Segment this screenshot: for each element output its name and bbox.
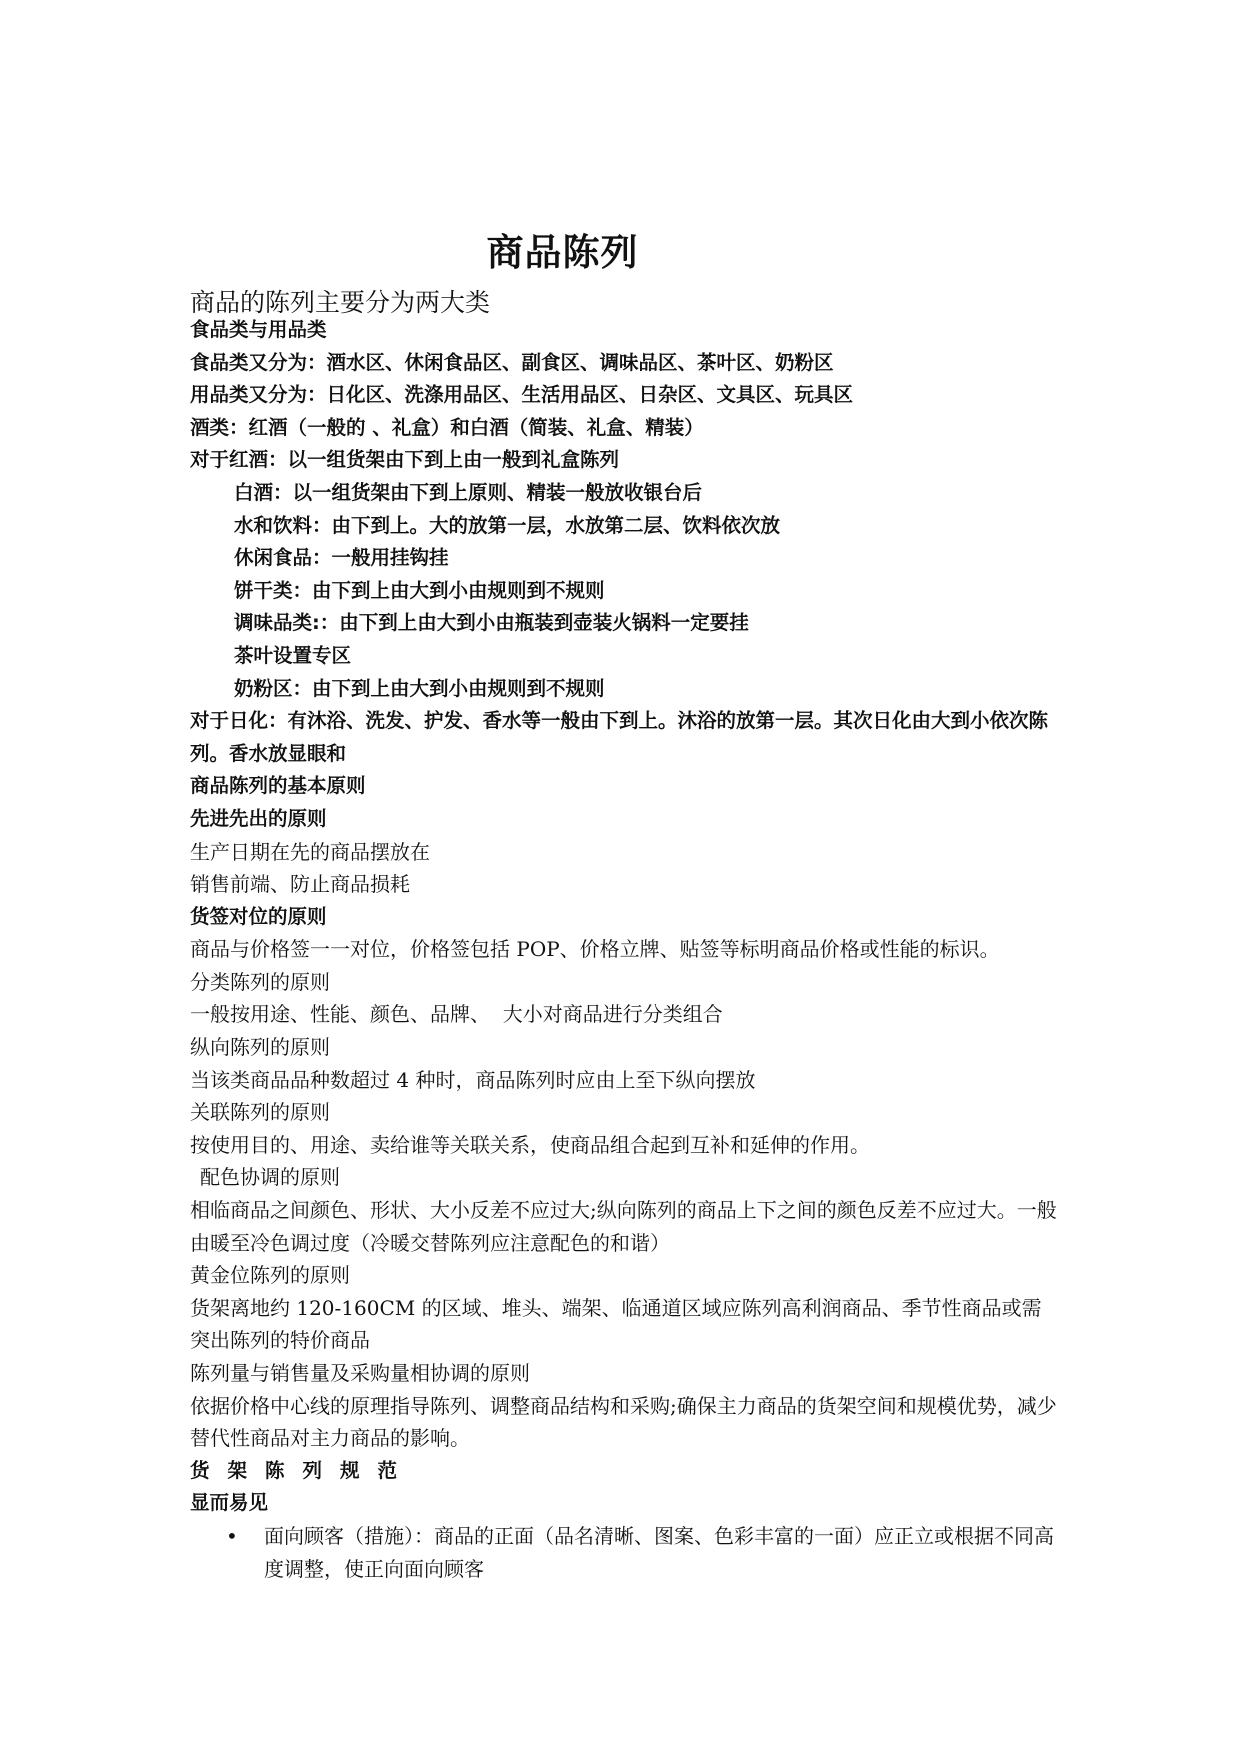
vertical-display-text: 当该类商品品种数超过 4 种时，商品陈列时应由上至下纵向摆放: [190, 1067, 756, 1092]
color-harmony-heading: 配色协调的原则: [200, 1165, 340, 1190]
visibility-heading: 显而易见: [190, 1491, 269, 1515]
category-heading: 食品类与用品类: [190, 318, 327, 341]
bullet-item: [190, 1520, 1060, 1585]
page-title: 商品陈列: [486, 231, 639, 274]
fifo-text-2: 销售前端、防止商品损耗: [190, 872, 410, 897]
bullet-dot-icon: •: [226, 1523, 238, 1548]
seasoning-rule: 调味品类:：由下到上由大到小由瓶装到壶装火锅料一定要挂: [234, 611, 749, 635]
golden-position-heading: 黄金位陈列的原则: [190, 1263, 350, 1288]
color-harmony-text: 相临商品之间颜色、形状、大小反差不应过大;纵向陈列的商品上下之间的颜色反差不应过大。一般由暖至冷色调过度（冷暖交替陈列应注意配色的和谐）: [190, 1198, 1057, 1255]
red-wine-rule: 对于红酒：以一组货架由下到上由一般到礼盒陈列: [190, 448, 620, 472]
category-display-text: 一般按用途、性能、颜色、品牌、 大小对商品进行分类组合: [190, 1002, 723, 1027]
fifo-heading: 先进先出的原则: [190, 806, 327, 830]
page-subtitle: 商品的陈列主要分为两大类: [190, 288, 491, 317]
goods-zones-line: 用品类又分为：日化区、洗涤用品区、生活用品区、日杂区、文具区、玩具区: [190, 383, 854, 407]
wine-types-line: 酒类：红酒（一般的 、礼盒）和白酒（简装、礼盒、精装）: [190, 415, 704, 439]
quantity-principle-text: 依据价格中心线的原理指导陈列、调整商品结构和采购;确保主力商品的货架空间和规模优势，减少替代性商品对主力商品的影响。: [190, 1393, 1057, 1451]
snacks-rule: 休闲食品：一般用挂钩挂: [234, 546, 449, 570]
related-display-text: 按使用目的、用途、卖给谁等关联关系，使商品组合起到互补和延伸的作用。: [190, 1132, 870, 1157]
drinks-rule: 水和饮料：由下到上。大的放第一层，水放第二层、饮料依次放: [234, 513, 781, 537]
daily-chemicals-rule: 对于日化：有沐浴、洗发、护发、香水等一般由下到上。沐浴的放第一层。其次日化由大到小依次陈列。香水放显眼和: [190, 709, 1049, 765]
document-body: [190, 314, 1060, 1585]
related-display-heading: 关联陈列的原则: [190, 1100, 330, 1125]
fifo-text-1: 生产日期在先的商品摆放在: [190, 839, 430, 864]
vertical-display-heading: 纵向陈列的原则: [190, 1035, 330, 1060]
category-display-heading: 分类陈列的原则: [190, 969, 330, 994]
white-wine-rule: 白酒：以一组货架由下到上原则、精装一般放收银台后: [234, 480, 703, 504]
basic-principles-heading: 商品陈列的基本原则: [190, 774, 366, 798]
biscuits-rule: 饼干类：由下到上由大到小由规则到不规则: [234, 578, 605, 602]
milk-powder-rule: 奶粉区：由下到上由大到小由规则到不规则: [234, 676, 605, 700]
price-tag-heading: 货签对位的原则: [190, 904, 327, 928]
bullet-text: 面向顾客（措施）：商品的正面（品名清晰、图案、色彩丰富的一面）应正立或根据不同高度调整，使正向面向顾客: [264, 1523, 1054, 1581]
shelf-standard-heading: 货架陈列规范: [190, 1458, 416, 1482]
quantity-principle-heading: 陈列量与销售量及采购量相协调的原则: [190, 1361, 530, 1385]
golden-position-text: 货架离地约 120-160CM 的区域、堆头、端架、临通道区域应陈列高利润商品、季节性商品或需突出陈列的特价商品: [190, 1295, 1042, 1353]
food-zones-line: 食品类又分为：酒水区、休闲食品区、副食区、调味品区、茶叶区、奶粉区: [190, 350, 834, 374]
price-tag-text: 商品与价格签一一对位，价格签包括 POP、价格立牌、贴签等标明商品价格或性能的标识。: [190, 937, 1000, 962]
tea-rule: 茶叶设置专区: [234, 643, 352, 667]
